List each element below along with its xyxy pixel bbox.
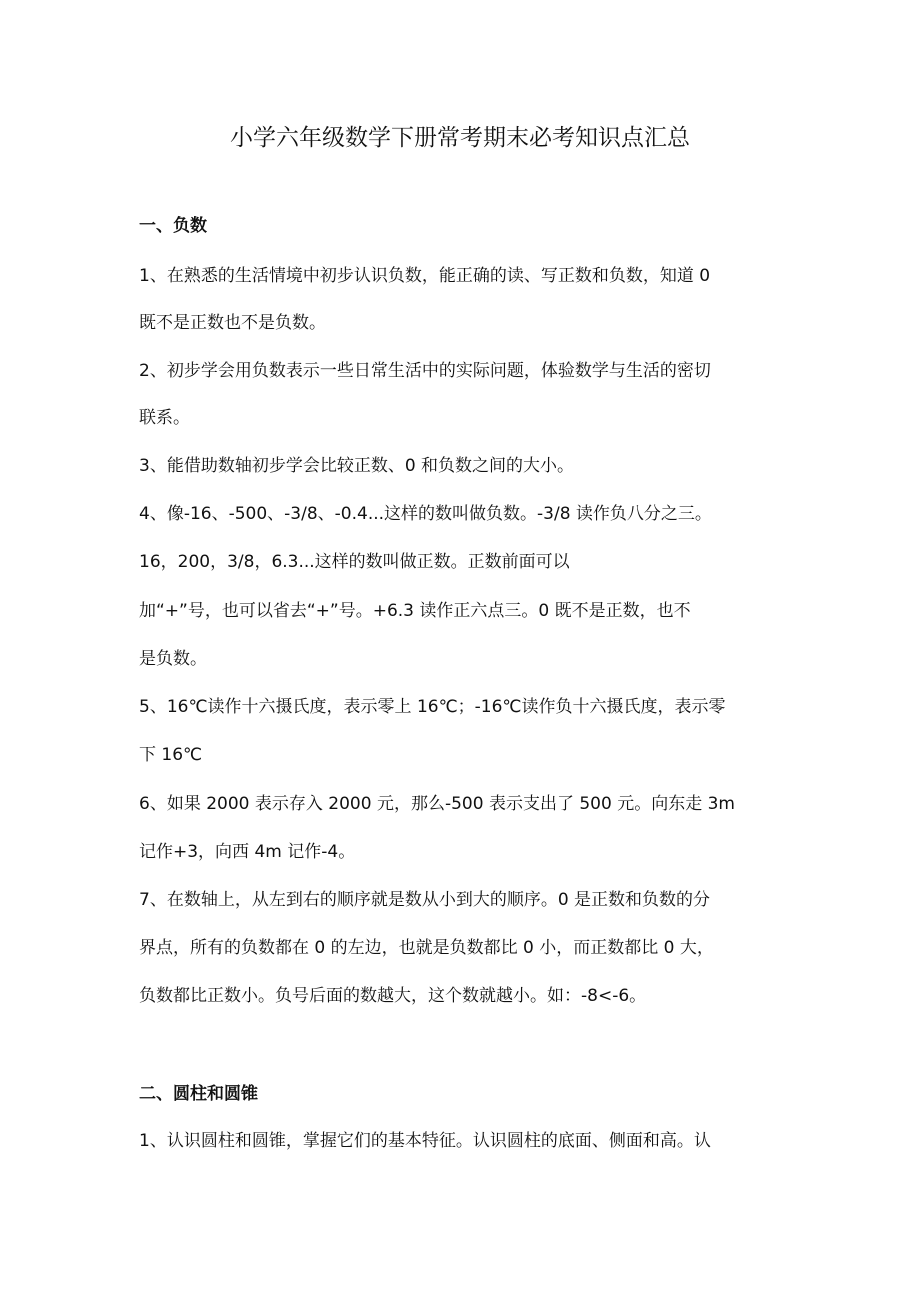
section-heading-cylinder-cone: 二、圆柱和圆锥 [139, 1084, 258, 1104]
paragraph-line: 是负数。 [139, 649, 207, 669]
document-title: 小学六年级数学下册常考期末必考知识点汇总 [230, 125, 690, 151]
paragraph-line: 记作+3，向西 4m 记作-4。 [139, 842, 356, 862]
paragraph-line: 1、认识圆柱和圆锥，掌握它们的基本特征。认识圆柱的底面、侧面和高。认 [139, 1131, 711, 1151]
paragraph-line: 既不是正数也不是负数。 [139, 313, 326, 333]
paragraph-line: 6、如果 2000 表示存入 2000 元，那么-500 表示支出了 500 元。向东走 3m [139, 794, 735, 814]
paragraph-line: 下 16℃ [139, 745, 203, 765]
paragraph-line: 联系。 [139, 408, 190, 428]
paragraph-line: 1、在熟悉的生活情境中初步认识负数，能正确的读、写正数和负数，知道 0 [139, 266, 711, 286]
paragraph-line: 5、16℃读作十六摄氏度，表示零上 16℃；-16℃读作负十六摄氏度，表示零 [139, 697, 726, 717]
paragraph-line: 3、能借助数轴初步学会比较正数、0 和负数之间的大小。 [139, 456, 575, 476]
paragraph-line: 界点，所有的负数都在 0 的左边，也就是负数都比 0 小，而正数都比 0 大， [139, 938, 714, 958]
paragraph-line: 负数都比正数小。负号后面的数越大，这个数就越小。如：-8<-6。 [139, 986, 647, 1006]
paragraph-line: 16，200，3/8，6.3...这样的数叫做正数。正数前面可以 [139, 552, 570, 572]
paragraph-line: 7、在数轴上，从左到右的顺序就是数从小到大的顺序。0 是正数和负数的分 [139, 890, 711, 910]
paragraph-line: 加“+”号，也可以省去“+”号。+6.3 读作正六点三。0 既不是正数，也不 [139, 601, 691, 621]
paragraph-line: 4、像-16、-500、-3/8、-0.4...这样的数叫做负数。-3/8 读作负八分之三。 [139, 504, 712, 524]
paragraph-line: 2、初步学会用负数表示一些日常生活中的实际问题，体验数学与生活的密切 [139, 361, 711, 381]
section-heading-negative-numbers: 一、负数 [139, 216, 207, 236]
